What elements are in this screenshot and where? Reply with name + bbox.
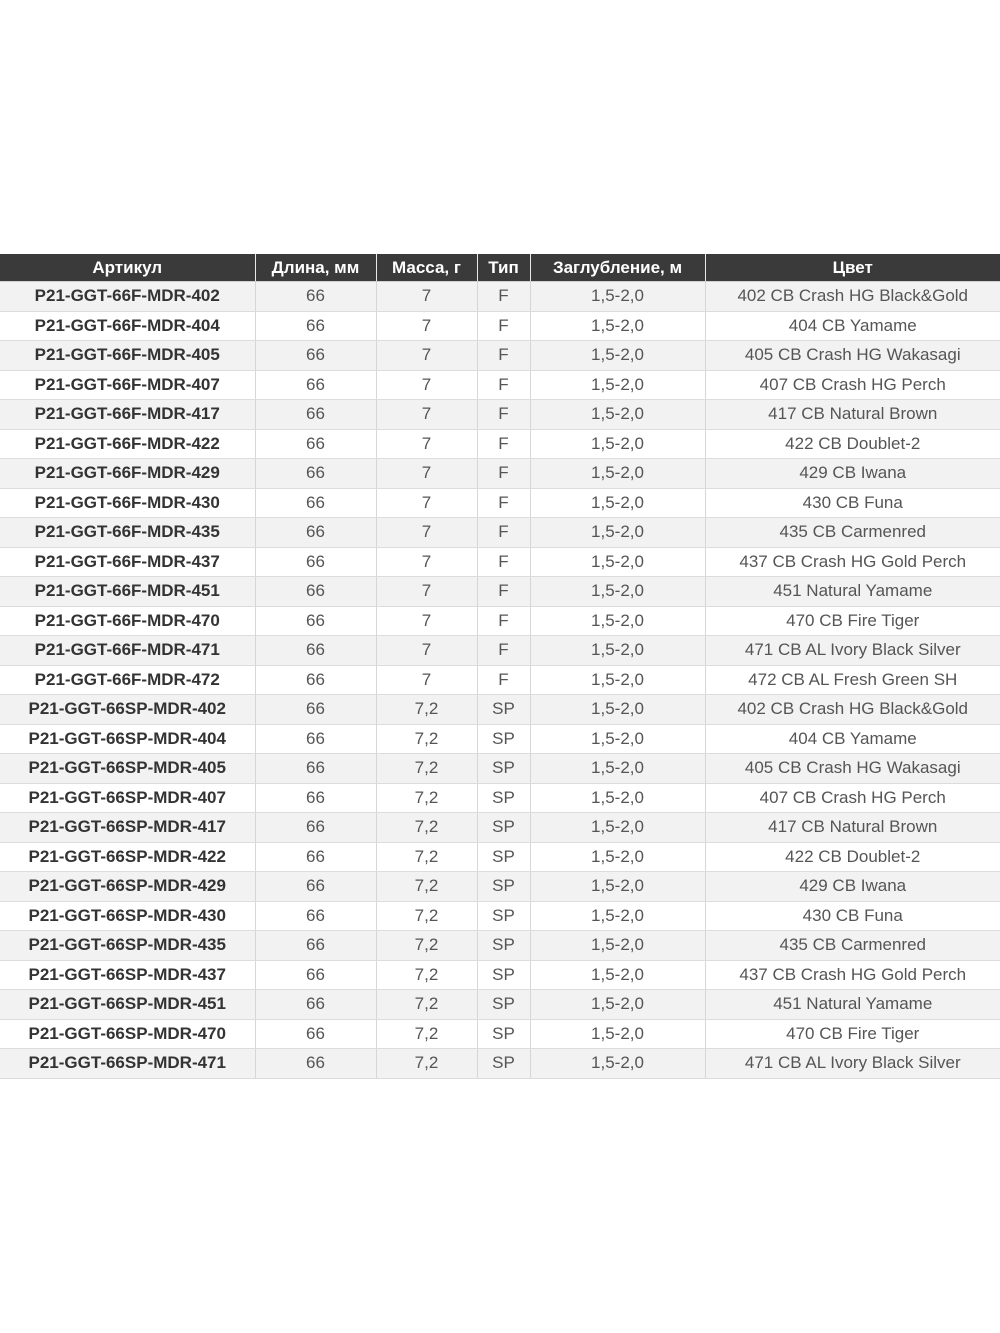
- cell-sku: P21-GGT-66SP-MDR-429: [0, 872, 255, 902]
- cell-color: 402 CB Crash HG Black&Gold: [705, 695, 1000, 725]
- cell-depth: 1,5-2,0: [530, 370, 705, 400]
- cell-mass: 7,2: [376, 931, 477, 961]
- cell-length: 66: [255, 695, 376, 725]
- header-mass: Масса, г: [376, 254, 477, 282]
- cell-sku: P21-GGT-66SP-MDR-422: [0, 842, 255, 872]
- cell-type: F: [477, 547, 530, 577]
- cell-color: 404 CB Yamame: [705, 311, 1000, 341]
- cell-mass: 7: [376, 547, 477, 577]
- header-type: Тип: [477, 254, 530, 282]
- spec-table: [0, 254, 1000, 1079]
- header-color: Цвет: [705, 254, 1000, 282]
- cell-length: 66: [255, 665, 376, 695]
- cell-depth: 1,5-2,0: [530, 665, 705, 695]
- cell-sku: P21-GGT-66SP-MDR-451: [0, 990, 255, 1020]
- cell-depth: 1,5-2,0: [530, 990, 705, 1020]
- cell-length: 66: [255, 872, 376, 902]
- cell-depth: 1,5-2,0: [530, 636, 705, 666]
- table-row: [0, 724, 1000, 754]
- table-row: [0, 872, 1000, 902]
- table-row: [0, 577, 1000, 607]
- cell-type: F: [477, 311, 530, 341]
- cell-type: SP: [477, 872, 530, 902]
- cell-sku: P21-GGT-66SP-MDR-471: [0, 1049, 255, 1079]
- table-row: [0, 1019, 1000, 1049]
- cell-type: F: [477, 459, 530, 489]
- cell-type: F: [477, 636, 530, 666]
- cell-sku: P21-GGT-66F-MDR-422: [0, 429, 255, 459]
- table-row: [0, 606, 1000, 636]
- cell-sku: P21-GGT-66F-MDR-472: [0, 665, 255, 695]
- cell-color: 404 CB Yamame: [705, 724, 1000, 754]
- cell-sku: P21-GGT-66F-MDR-451: [0, 577, 255, 607]
- cell-color: 451 Natural Yamame: [705, 577, 1000, 607]
- cell-length: 66: [255, 813, 376, 843]
- cell-color: 407 CB Crash HG Perch: [705, 370, 1000, 400]
- cell-depth: 1,5-2,0: [530, 813, 705, 843]
- cell-type: SP: [477, 813, 530, 843]
- cell-sku: P21-GGT-66F-MDR-437: [0, 547, 255, 577]
- cell-mass: 7: [376, 429, 477, 459]
- cell-type: F: [477, 370, 530, 400]
- cell-type: SP: [477, 960, 530, 990]
- cell-mass: 7,2: [376, 990, 477, 1020]
- table-row: [0, 488, 1000, 518]
- cell-mass: 7: [376, 400, 477, 430]
- cell-sku: P21-GGT-66F-MDR-435: [0, 518, 255, 548]
- cell-mass: 7: [376, 488, 477, 518]
- cell-type: F: [477, 577, 530, 607]
- cell-length: 66: [255, 990, 376, 1020]
- cell-color: 429 CB Iwana: [705, 459, 1000, 489]
- cell-length: 66: [255, 842, 376, 872]
- cell-color: 471 CB AL Ivory Black Silver: [705, 1049, 1000, 1079]
- cell-type: F: [477, 488, 530, 518]
- table-row: [0, 547, 1000, 577]
- table-row: [0, 370, 1000, 400]
- cell-type: F: [477, 282, 530, 312]
- table-row: [0, 282, 1000, 312]
- cell-mass: 7,2: [376, 901, 477, 931]
- cell-sku: P21-GGT-66SP-MDR-470: [0, 1019, 255, 1049]
- cell-length: 66: [255, 1049, 376, 1079]
- cell-mass: 7: [376, 518, 477, 548]
- cell-color: 472 CB AL Fresh Green SH: [705, 665, 1000, 695]
- table-row: [0, 311, 1000, 341]
- cell-length: 66: [255, 370, 376, 400]
- cell-length: 66: [255, 724, 376, 754]
- cell-color: 405 CB Crash HG Wakasagi: [705, 754, 1000, 784]
- table-row: [0, 429, 1000, 459]
- table-body: [0, 282, 1000, 1079]
- cell-sku: P21-GGT-66F-MDR-429: [0, 459, 255, 489]
- table-row: [0, 783, 1000, 813]
- cell-length: 66: [255, 1019, 376, 1049]
- cell-type: SP: [477, 754, 530, 784]
- table-header: [0, 254, 1000, 282]
- cell-depth: 1,5-2,0: [530, 341, 705, 371]
- table-row: [0, 1049, 1000, 1079]
- cell-mass: 7,2: [376, 813, 477, 843]
- cell-color: 470 CB Fire Tiger: [705, 606, 1000, 636]
- cell-depth: 1,5-2,0: [530, 1049, 705, 1079]
- cell-length: 66: [255, 518, 376, 548]
- cell-color: 405 CB Crash HG Wakasagi: [705, 341, 1000, 371]
- cell-mass: 7: [376, 370, 477, 400]
- cell-sku: P21-GGT-66SP-MDR-404: [0, 724, 255, 754]
- header-row: [0, 254, 1000, 282]
- cell-color: 437 CB Crash HG Gold Perch: [705, 547, 1000, 577]
- cell-type: F: [477, 606, 530, 636]
- cell-type: F: [477, 341, 530, 371]
- cell-sku: P21-GGT-66SP-MDR-405: [0, 754, 255, 784]
- cell-sku: P21-GGT-66F-MDR-430: [0, 488, 255, 518]
- cell-mass: 7: [376, 665, 477, 695]
- cell-depth: 1,5-2,0: [530, 488, 705, 518]
- cell-mass: 7,2: [376, 872, 477, 902]
- cell-mass: 7: [376, 311, 477, 341]
- cell-length: 66: [255, 606, 376, 636]
- cell-depth: 1,5-2,0: [530, 577, 705, 607]
- cell-depth: 1,5-2,0: [530, 901, 705, 931]
- cell-length: 66: [255, 429, 376, 459]
- cell-depth: 1,5-2,0: [530, 931, 705, 961]
- cell-color: 435 CB Carmenred: [705, 518, 1000, 548]
- cell-mass: 7,2: [376, 754, 477, 784]
- cell-type: SP: [477, 695, 530, 725]
- cell-type: SP: [477, 783, 530, 813]
- cell-color: 417 CB Natural Brown: [705, 400, 1000, 430]
- cell-color: 451 Natural Yamame: [705, 990, 1000, 1020]
- cell-length: 66: [255, 282, 376, 312]
- cell-sku: P21-GGT-66SP-MDR-435: [0, 931, 255, 961]
- cell-mass: 7: [376, 636, 477, 666]
- cell-depth: 1,5-2,0: [530, 400, 705, 430]
- cell-color: 437 CB Crash HG Gold Perch: [705, 960, 1000, 990]
- cell-color: 422 CB Doublet-2: [705, 842, 1000, 872]
- cell-mass: 7,2: [376, 1049, 477, 1079]
- cell-length: 66: [255, 459, 376, 489]
- table-row: [0, 931, 1000, 961]
- cell-sku: P21-GGT-66SP-MDR-402: [0, 695, 255, 725]
- cell-mass: 7: [376, 606, 477, 636]
- cell-length: 66: [255, 636, 376, 666]
- cell-mass: 7,2: [376, 960, 477, 990]
- cell-color: 471 CB AL Ivory Black Silver: [705, 636, 1000, 666]
- cell-type: SP: [477, 1049, 530, 1079]
- cell-depth: 1,5-2,0: [530, 606, 705, 636]
- cell-color: 430 CB Funa: [705, 901, 1000, 931]
- cell-type: SP: [477, 931, 530, 961]
- cell-length: 66: [255, 341, 376, 371]
- table-row: [0, 990, 1000, 1020]
- cell-type: SP: [477, 901, 530, 931]
- cell-length: 66: [255, 901, 376, 931]
- cell-depth: 1,5-2,0: [530, 311, 705, 341]
- table-row: [0, 341, 1000, 371]
- cell-mass: 7,2: [376, 724, 477, 754]
- cell-sku: P21-GGT-66SP-MDR-407: [0, 783, 255, 813]
- spec-table-container: [0, 254, 1000, 1079]
- table-row: [0, 636, 1000, 666]
- cell-type: SP: [477, 990, 530, 1020]
- cell-sku: P21-GGT-66SP-MDR-437: [0, 960, 255, 990]
- cell-length: 66: [255, 754, 376, 784]
- cell-sku: P21-GGT-66F-MDR-405: [0, 341, 255, 371]
- table-row: [0, 695, 1000, 725]
- table-row: [0, 754, 1000, 784]
- cell-depth: 1,5-2,0: [530, 459, 705, 489]
- header-sku: Артикул: [0, 254, 255, 282]
- cell-length: 66: [255, 488, 376, 518]
- header-length: Длина, мм: [255, 254, 376, 282]
- cell-sku: P21-GGT-66F-MDR-404: [0, 311, 255, 341]
- cell-mass: 7,2: [376, 1019, 477, 1049]
- cell-sku: P21-GGT-66F-MDR-407: [0, 370, 255, 400]
- cell-length: 66: [255, 577, 376, 607]
- cell-depth: 1,5-2,0: [530, 282, 705, 312]
- table-row: [0, 459, 1000, 489]
- cell-depth: 1,5-2,0: [530, 518, 705, 548]
- cell-sku: P21-GGT-66SP-MDR-417: [0, 813, 255, 843]
- cell-sku: P21-GGT-66F-MDR-471: [0, 636, 255, 666]
- cell-type: F: [477, 400, 530, 430]
- cell-length: 66: [255, 547, 376, 577]
- table-row: [0, 813, 1000, 843]
- cell-sku: P21-GGT-66SP-MDR-430: [0, 901, 255, 931]
- cell-color: 402 CB Crash HG Black&Gold: [705, 282, 1000, 312]
- cell-depth: 1,5-2,0: [530, 842, 705, 872]
- cell-color: 407 CB Crash HG Perch: [705, 783, 1000, 813]
- header-depth: Заглубление, м: [530, 254, 705, 282]
- cell-depth: 1,5-2,0: [530, 783, 705, 813]
- cell-depth: 1,5-2,0: [530, 547, 705, 577]
- cell-color: 435 CB Carmenred: [705, 931, 1000, 961]
- cell-color: 422 CB Doublet-2: [705, 429, 1000, 459]
- cell-mass: 7: [376, 459, 477, 489]
- cell-mass: 7,2: [376, 783, 477, 813]
- cell-type: SP: [477, 842, 530, 872]
- cell-sku: P21-GGT-66F-MDR-470: [0, 606, 255, 636]
- cell-type: SP: [477, 1019, 530, 1049]
- cell-length: 66: [255, 931, 376, 961]
- cell-color: 417 CB Natural Brown: [705, 813, 1000, 843]
- cell-length: 66: [255, 783, 376, 813]
- cell-type: F: [477, 665, 530, 695]
- cell-sku: P21-GGT-66F-MDR-402: [0, 282, 255, 312]
- table-row: [0, 665, 1000, 695]
- cell-type: F: [477, 518, 530, 548]
- cell-color: 429 CB Iwana: [705, 872, 1000, 902]
- cell-color: 470 CB Fire Tiger: [705, 1019, 1000, 1049]
- cell-sku: P21-GGT-66F-MDR-417: [0, 400, 255, 430]
- cell-color: 430 CB Funa: [705, 488, 1000, 518]
- cell-depth: 1,5-2,0: [530, 872, 705, 902]
- cell-mass: 7: [376, 282, 477, 312]
- cell-depth: 1,5-2,0: [530, 1019, 705, 1049]
- cell-mass: 7,2: [376, 695, 477, 725]
- cell-mass: 7: [376, 577, 477, 607]
- table-row: [0, 901, 1000, 931]
- cell-depth: 1,5-2,0: [530, 429, 705, 459]
- cell-length: 66: [255, 400, 376, 430]
- table-row: [0, 842, 1000, 872]
- cell-depth: 1,5-2,0: [530, 695, 705, 725]
- cell-type: SP: [477, 724, 530, 754]
- cell-depth: 1,5-2,0: [530, 724, 705, 754]
- cell-depth: 1,5-2,0: [530, 754, 705, 784]
- table-row: [0, 960, 1000, 990]
- cell-length: 66: [255, 960, 376, 990]
- cell-length: 66: [255, 311, 376, 341]
- cell-depth: 1,5-2,0: [530, 960, 705, 990]
- table-row: [0, 400, 1000, 430]
- cell-mass: 7,2: [376, 842, 477, 872]
- table-row: [0, 518, 1000, 548]
- cell-type: F: [477, 429, 530, 459]
- cell-mass: 7: [376, 341, 477, 371]
